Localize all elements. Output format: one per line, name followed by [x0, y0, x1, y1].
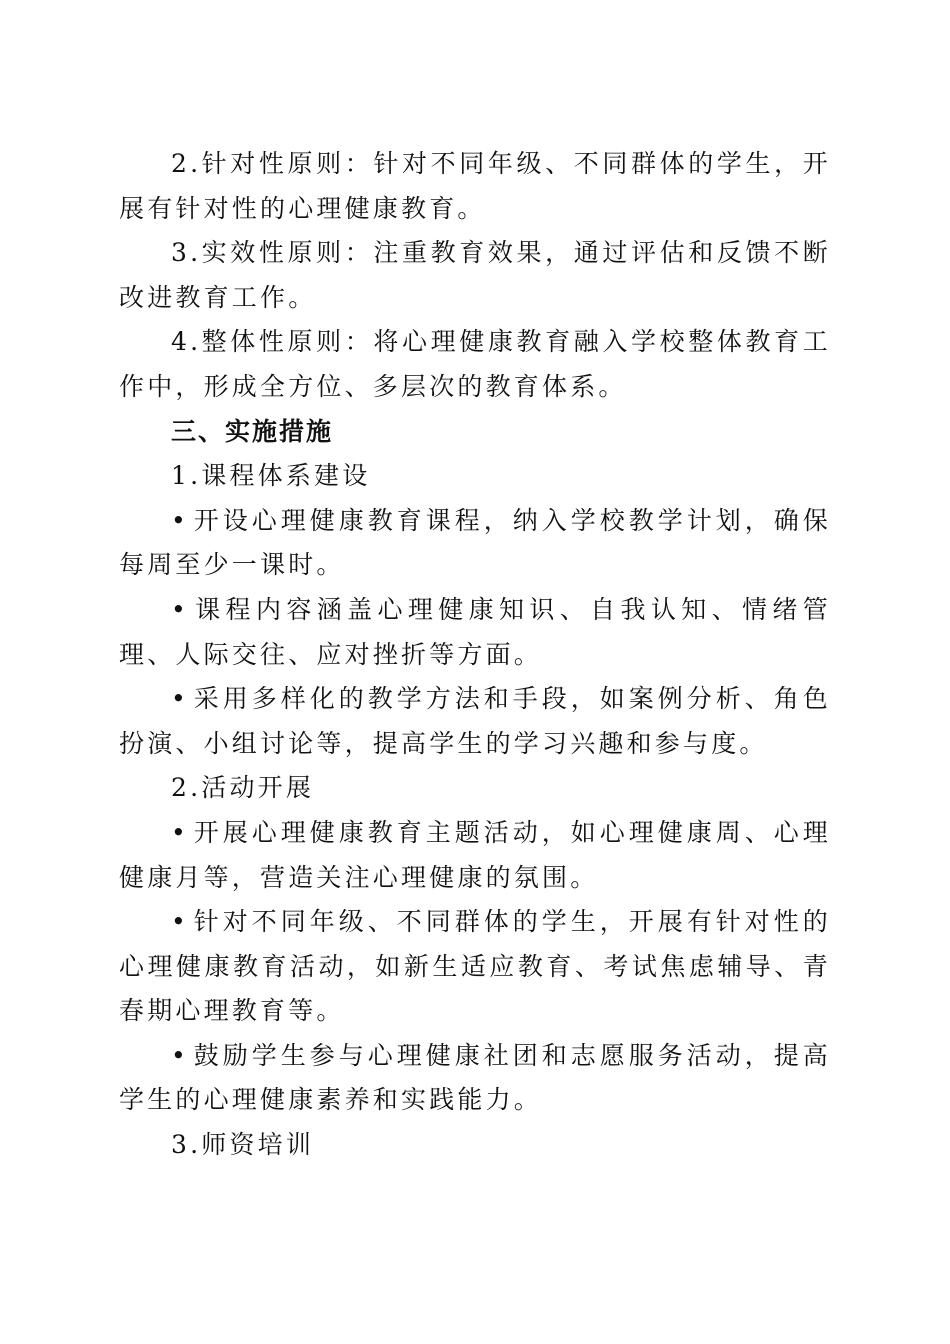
activities-bullet — [119, 900, 831, 1034]
bullet-text: 针对不同年级、不同群体的学生，开展有针对性的心理健康教育活动，如新生适应教育、考试焦虑辅导、青春期心理教育等。 — [119, 907, 831, 1026]
activities-bullet — [119, 811, 831, 900]
bullet-dot-icon: • — [171, 817, 186, 847]
bullet-dot-icon: • — [171, 1040, 186, 1070]
bullet-text: 鼓励学生参与心理健康社团和志愿服务活动，提高学生的心理健康素养和实践能力。 — [119, 1040, 831, 1115]
principle-integrity: 4.整体性原则：将心理健康教育融入学校整体教育工作中，形成全方位、多层次的教育体系。 — [119, 327, 831, 401]
curriculum-bullet — [119, 677, 831, 766]
bullet-text: 课程内容涵盖心理健康知识、自我认知、情绪管理、人际交往、应对挫折等方面。 — [119, 594, 831, 669]
subsection-title-activities: 2.活动开展 — [171, 773, 315, 803]
activities-bullet — [119, 1034, 831, 1123]
document-body — [119, 142, 831, 1168]
bullet-dot-icon: • — [171, 594, 186, 624]
curriculum-bullet — [119, 588, 831, 677]
section-heading-implementation: 三、实施措施 — [171, 416, 334, 446]
bullet-dot-icon: • — [171, 907, 186, 937]
bullet-text: 开设心理健康教育课程，纳入学校教学计划，确保每周至少一课时。 — [119, 505, 831, 580]
principle-targeted: 2.针对性原则：针对不同年级、不同群体的学生，开展有针对性的心理健康教育。 — [119, 149, 831, 223]
bullet-dot-icon: • — [171, 505, 186, 535]
principle-effectiveness: 3.实效性原则：注重教育效果，通过评估和反馈不断改进教育工作。 — [119, 238, 831, 312]
subsection-title-teacher-training: 3.师资培训 — [171, 1130, 315, 1160]
curriculum-bullet — [119, 499, 831, 588]
subsection-title-curriculum: 1.课程体系建设 — [171, 461, 371, 491]
bullet-text: 采用多样化的教学方法和手段，如案例分析、角色扮演、小组讨论等，提高学生的学习兴趣和参与度。 — [119, 684, 831, 758]
bullet-text: 开展心理健康教育主题活动，如心理健康周、心理健康月等，营造关注心理健康的氛围。 — [119, 817, 831, 892]
bullet-dot-icon: • — [171, 684, 186, 714]
